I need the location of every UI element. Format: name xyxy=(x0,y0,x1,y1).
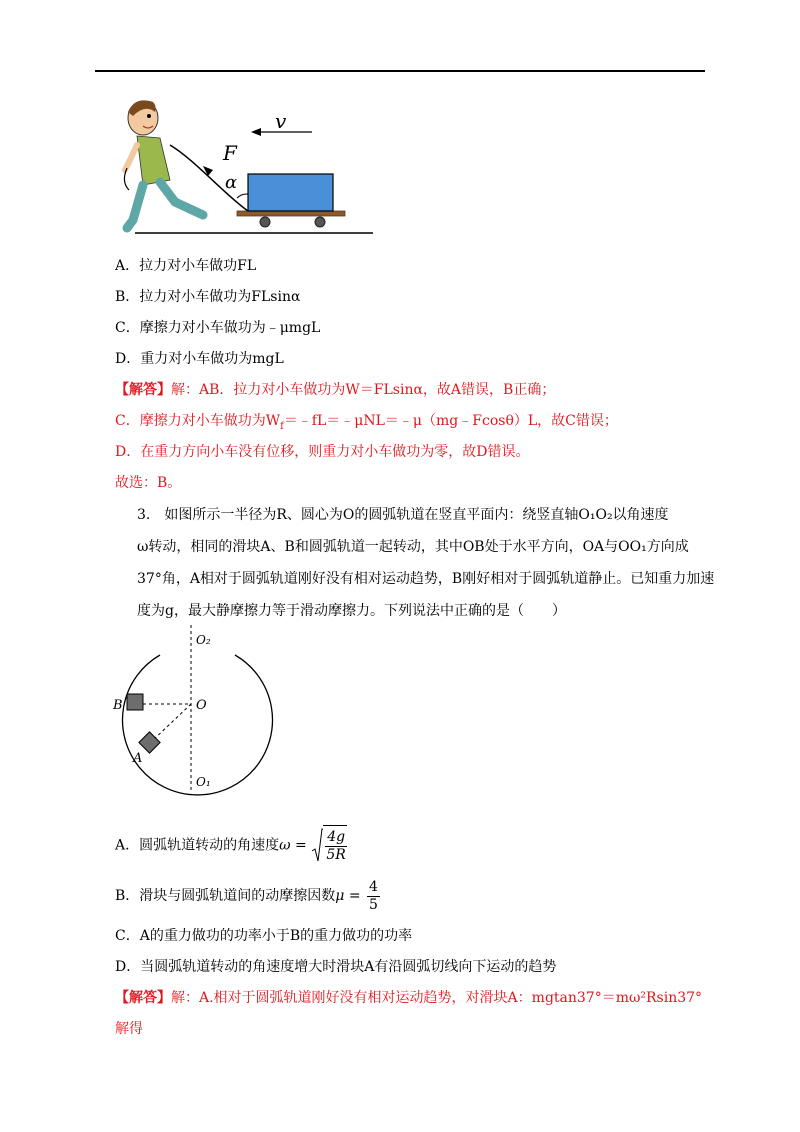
answer-text-post: ＝﹣fL＝﹣μNL＝﹣μ（mg﹣Fcosθ）L，故C错误； xyxy=(283,413,618,429)
mu-fraction xyxy=(367,879,380,914)
header-rule xyxy=(95,70,705,72)
sqrt-sign xyxy=(311,827,323,865)
q2-option-c: C．摩擦力对小车做功为﹣μmgL xyxy=(115,320,321,336)
q3-option-d: D．当圆弧轨道转动的角速度增大时滑块A有沿圆弧切线向下运动的趋势 xyxy=(115,959,557,975)
figure-circular-track xyxy=(105,620,275,798)
q3-option-a-text: A．圆弧轨道转动的角速度 xyxy=(115,837,280,854)
q2-option-b: B．拉力对小车做功为FLsinα xyxy=(115,289,301,305)
mu-symbol: μ xyxy=(335,888,345,904)
angle-label: α xyxy=(225,172,238,193)
answer-tag: 【解答】 xyxy=(115,382,171,398)
label-o: O xyxy=(196,698,207,713)
q3-option-a: A．圆弧轨道转动的角速度ω = $\frac{4g}{5R}$ xyxy=(115,825,347,865)
q2-answer-line3: D．在重力方向小车没有位移，则重力对小车做功为零，故D错误。 xyxy=(115,444,530,460)
label-a: A xyxy=(133,751,143,766)
q3-option-b-text: B．滑块与圆弧轨道间的动摩擦因数 xyxy=(115,888,336,904)
q3-answer-line1 xyxy=(115,988,702,1008)
omega-denominator: 5R xyxy=(326,846,346,863)
mu-denominator: 5 xyxy=(369,896,378,913)
figure-boy-pulling-cart xyxy=(115,90,380,240)
q2-choice: 故选：B。 xyxy=(115,475,182,491)
label-o2: O₂ xyxy=(196,633,211,647)
omega-fraction xyxy=(325,829,347,864)
answer-text-pre: C．摩擦力对小车做功为W xyxy=(115,413,281,429)
q3-stem-line3: 37°角，A相对于圆弧轨道刚好没有相对运动趋势，B刚好相对于圆弧轨道静止。已知重力加速 xyxy=(137,571,715,587)
q2-option-d: D．重力对小车做功为mgL xyxy=(115,351,284,367)
omega-numerator: 4g xyxy=(327,828,346,845)
omega-symbol: ω xyxy=(279,837,291,854)
q2-answer-line2 xyxy=(115,411,618,437)
q3-option-b: B．滑块与圆弧轨道间的动摩擦因数μ = $\frac{4}{5}$ xyxy=(115,878,378,913)
mu-numerator: 4 xyxy=(369,878,378,895)
answer-text: 解：AB．拉力对小车做功为W＝FLsinα，故A错误，B正确； xyxy=(171,382,556,398)
answer-subscript: f xyxy=(280,420,284,432)
q3-stem-line1: 3. 如图所示一半径为R、圆心为O的圆弧轨道在竖直平面内：绕竖直轴O₁O₂以角速度 xyxy=(137,507,669,523)
force-label: F xyxy=(223,141,237,165)
q3-option-c: C．A的重力做功的功率小于B的重力做功的功率 xyxy=(115,928,413,944)
label-o1: O₁ xyxy=(196,775,211,789)
q3-answer-line2: 解得 xyxy=(115,1021,143,1037)
velocity-label: v xyxy=(275,109,287,133)
q3-stem-line2: ω转动，相同的滑块A、B和圆弧轨道一起转动，其中OB处于水平方向，OA与OO₁方向成 xyxy=(137,539,689,555)
answer-tag-q3: 【解答】 xyxy=(115,990,171,1006)
q2-answer-line1 xyxy=(115,380,555,400)
label-b: B xyxy=(113,698,123,713)
answer-text-q3: 解：A.相对于圆弧轨道刚好没有相对运动趋势，对滑块A：mgtan37°＝mω²Rsin37° xyxy=(171,990,703,1006)
q3-stem-line4: 度为g，最大静摩擦力等于滑动摩擦力。下列说法中正确的是（ ） xyxy=(137,603,566,619)
q2-option-a: A．拉力对小车做功FL xyxy=(115,258,257,274)
